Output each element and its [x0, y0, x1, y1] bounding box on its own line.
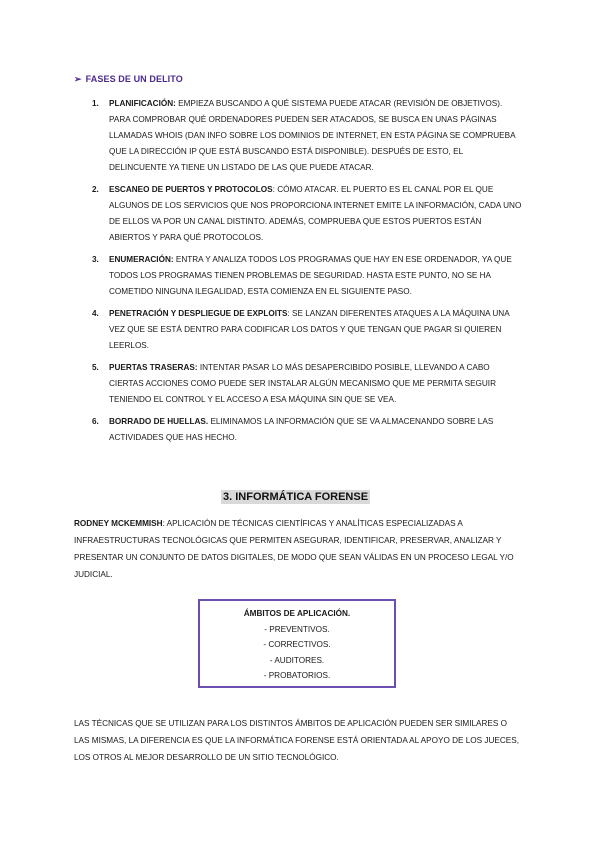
- ambitos-item: - CORRECTIVOS.: [263, 640, 331, 649]
- phase-item: [92, 360, 522, 408]
- ambitos-title: ÁMBITOS DE APLICACIÓN.: [243, 609, 351, 618]
- closing-paragraph: LAS TÉCNICAS QUE SE UTILIZAN PARA LOS DISTINTOS ÁMBITOS DE APLICACIÓN PUEDEN SER SIMILARES O LAS MISMAS, LA DIFERENCIA ES QUE LA INFORMÁTICA FORENSE ESTÁ ORIENTADA AL APOYO DE LOS JUECES, LOS OTROS AL MEJOR DESARROLLO DE UN SITIO TECNOLÓGICO.: [74, 719, 519, 762]
- ambitos-item: - PROBATORIOS.: [263, 671, 331, 680]
- phase-text: : CÓMO ATACAR. EL PUERTO ES EL CANAL POR EL QUE ALGUNOS DE LOS SERVICIOS QUE NOS PROPORCIONA INTERNET EMITE LA INFORMACIÓN, CADA UNO DE ELLOS VA POR UN CANAL DISTINTO. ADEMÁS, COMPRUEBA QUE ESTOS PUERTOS ESTÁN ABIERTOS Y PARA QUÉ PROTOCOLOS.: [109, 185, 522, 242]
- ambitos-box: [198, 599, 396, 688]
- section-heading: [74, 74, 183, 85]
- phase-number: 6.: [92, 417, 99, 426]
- definition-text: : APLICACIÓN DE TÉCNICAS CIENTÍFICAS Y ANALÍTICAS ESPECIALIZADAS A INFRAESTRUCTURAS TECNOLÓGICAS QUE PERMITEN ASEGURAR, IDENTIFICAR, PRESERVAR, ANALIZAR Y PRESENTAR UN CONJUNTO DE DATOS DIGITALES, DE MODO QUE SEAN VÁLIDAS EN UN PROCESO LEGAL Y/O JUDICIAL.: [74, 519, 514, 579]
- ambitos-item: - AUDITORES.: [269, 655, 325, 665]
- phase-term: PENETRACIÓN Y DESPLIEGUE DE EXPLOITS: [109, 309, 288, 318]
- phase-term: PLANIFICACIÓN:: [109, 99, 176, 108]
- phase-number: 5.: [92, 363, 99, 372]
- phase-number: 4.: [92, 309, 99, 318]
- phase-item: [92, 306, 522, 354]
- phase-term: ENUMERACIÓN:: [109, 255, 174, 264]
- phase-text: : SE LANZAN DIFERENTES ATAQUES A LA MÁQUINA UNA VEZ QUE SE ESTÁ DENTRO PARA CODIFICAR LOS DATOS Y QUE TENGAN QUE PAGAR SI QUIEREN LEERLOS.: [109, 309, 510, 350]
- phases-list: [92, 96, 522, 446]
- phase-item: [92, 96, 522, 176]
- ambitos-item: - PREVENTIVOS.: [264, 624, 330, 634]
- arrow-bullet-icon: ➢: [74, 74, 82, 84]
- phase-term: PUERTAS TRASERAS:: [109, 363, 198, 372]
- phase-term: ESCANEO DE PUERTOS Y PROTOCOLOS: [109, 185, 273, 194]
- phase-item: [92, 252, 522, 300]
- phase-number: 3.: [92, 255, 99, 264]
- section-title: FASES DE UN DELITO: [85, 74, 183, 84]
- forense-section-title: 3. INFORMÁTICA FORENSE: [223, 491, 369, 503]
- phase-number: 1.: [92, 99, 99, 108]
- phase-text: ELIMINAMOS LA INFORMACIÓN QUE SE VA ALMACENANDO SOBRE LAS ACTIVIDADES QUE HAS HECHO.: [109, 417, 494, 442]
- phase-text: EMPIEZA BUSCANDO A QUÉ SISTEMA PUEDE ATACAR (REVISIÓN DE OBJETIVOS). PARA COMPROBAR QUÉ ORDENADORES PUEDEN SER ATACADOS, SE BUSCA EN UNAS PÁGINAS LLAMADAS WHOIS (DAN INFO SOBRE LOS DOMINIOS DE INTERNET, EN ESTA PÁGINA SE COMPRUEBA QUE LA DIRECCIÓN IP QUE ESTÁ BUSCANDO ESTÁ DISPONIBLE). DESPUÉS DE ESTO, EL DELINCUENTE YA TIENE UN LISTADO DE LAS QUE PUEDE ATACAR.: [109, 99, 516, 172]
- phase-text: ENTRA Y ANALIZA TODOS LOS PROGRAMAS QUE HAY EN ESE ORDENADOR, YA QUE TODOS LOS PROGRAMAS TIENEN PROBLEMAS DE SEGURIDAD. HASTA ESTE PUNTO, NO SE HA COMETIDO NINGUNA ILEGALIDAD, ESTA COMIENZA EN EL SIGUIENTE PASO.: [109, 255, 512, 296]
- author-name: RODNEY MCKEMMISH: [74, 519, 163, 528]
- phase-number: 2.: [92, 185, 99, 194]
- phase-item: [92, 182, 522, 246]
- forense-definition-paragraph: [74, 515, 524, 583]
- phase-text: INTENTAR PASAR LO MÁS DESAPERCIBIDO POSIBLE, LLEVANDO A CABO CIERTAS ACCIONES COMO PUEDE SER INSTALAR ALGÚN MECANISMO QUE ME PERMITA SEGUIR TENIENDO EL CONTROL Y EL ACCESO A ESA MÁQUINA SIN QUE SE VEA.: [109, 363, 496, 404]
- phase-item: [92, 414, 522, 446]
- phase-term: BORRADO DE HUELLAS.: [109, 417, 209, 426]
